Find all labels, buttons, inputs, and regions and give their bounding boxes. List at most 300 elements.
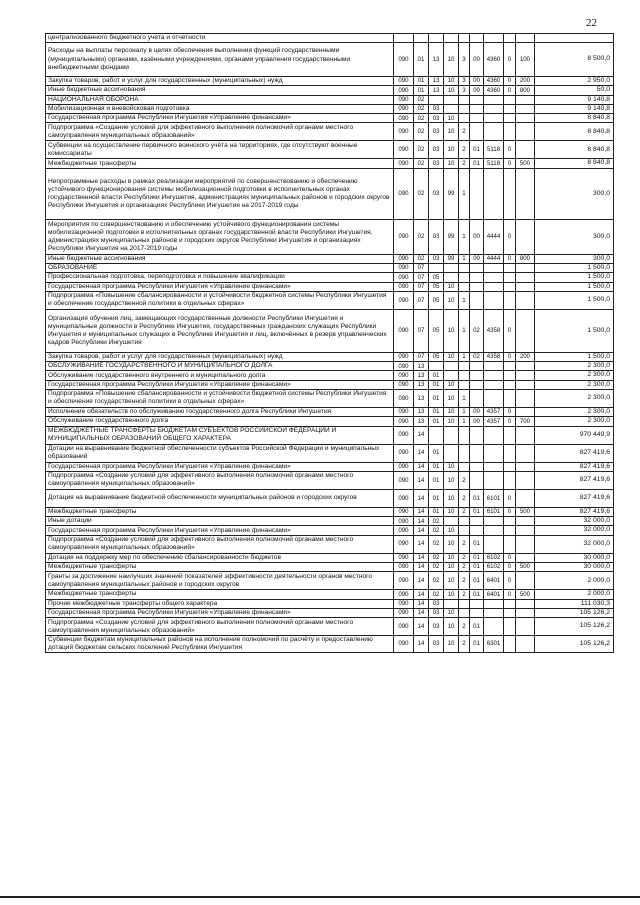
row-code: 090 bbox=[394, 462, 414, 471]
row-code: 13 bbox=[429, 86, 444, 95]
row-code: 6102 bbox=[484, 553, 504, 562]
row-code: 03 bbox=[429, 123, 444, 141]
row-code: 10 bbox=[444, 43, 459, 77]
row-code: 13 bbox=[414, 371, 429, 380]
row-amount: 105 126,2 bbox=[535, 618, 614, 636]
row-name: Непрограммные расходы в рамках реализации мероприятий по совершенствованию и обеспечению устойчивого функционирования системы мобилизационной подготовки в исполнительных органах государственной власти Республики Ингушетия, администрациях муниципальных районов и городских округов Республики Ингушетия и организациях Республики Ингушетия на 2017-2019 годы bbox=[46, 168, 394, 219]
row-code: 10 bbox=[444, 141, 459, 159]
row-amount: 9 140,8 bbox=[535, 95, 614, 104]
table-row bbox=[46, 264, 614, 273]
row-code: 14 bbox=[414, 517, 429, 526]
row-code: 090 bbox=[394, 95, 414, 104]
row-code bbox=[470, 471, 484, 489]
row-code bbox=[459, 608, 470, 617]
row-code bbox=[504, 273, 516, 282]
row-code bbox=[504, 636, 516, 653]
table-row bbox=[46, 572, 614, 590]
row-code bbox=[459, 362, 470, 371]
row-code bbox=[516, 291, 535, 309]
table-row bbox=[46, 123, 614, 141]
row-code: 090 bbox=[394, 43, 414, 77]
table-row bbox=[46, 380, 614, 389]
row-code: 10 bbox=[444, 417, 459, 426]
row-code: 02 bbox=[429, 590, 444, 599]
row-code: 2 bbox=[459, 535, 470, 553]
row-code: 10 bbox=[444, 159, 459, 168]
row-code: 090 bbox=[394, 389, 414, 407]
table-row bbox=[46, 389, 614, 407]
row-code: 99 bbox=[444, 219, 459, 254]
row-amount: 2 300,0 bbox=[535, 362, 614, 371]
row-code: 0 bbox=[504, 159, 516, 168]
row-name: Закупка товаров, работ и услуг для государственных (муниципальных) нужд bbox=[46, 77, 394, 86]
row-code bbox=[444, 95, 459, 104]
row-code: 090 bbox=[394, 507, 414, 516]
row-code bbox=[470, 380, 484, 389]
row-code bbox=[484, 282, 504, 291]
table-row bbox=[46, 219, 614, 254]
row-code bbox=[444, 371, 459, 380]
row-code: 090 bbox=[394, 535, 414, 553]
table-row bbox=[46, 168, 614, 219]
row-code: 05 bbox=[429, 291, 444, 309]
row-amount: 32 000,0 bbox=[535, 526, 614, 535]
row-code: 10 bbox=[444, 590, 459, 599]
row-code: 00 bbox=[470, 254, 484, 263]
row-code: 10 bbox=[444, 352, 459, 361]
row-code: 02 bbox=[414, 254, 429, 263]
row-code: 03 bbox=[429, 141, 444, 159]
table-row bbox=[46, 590, 614, 599]
row-code: 100 bbox=[516, 43, 535, 77]
row-code bbox=[444, 444, 459, 462]
row-code: 00 bbox=[470, 86, 484, 95]
row-code: 6401 bbox=[484, 590, 504, 599]
row-code: 01 bbox=[429, 462, 444, 471]
row-code bbox=[470, 123, 484, 141]
row-amount: 2 300,0 bbox=[535, 417, 614, 426]
row-amount bbox=[535, 34, 614, 43]
row-name: Государственная программа Республики Ингушетия «Управление финансами» bbox=[46, 380, 394, 389]
row-code bbox=[470, 104, 484, 113]
row-code: 4358 bbox=[484, 309, 504, 352]
row-code: 03 bbox=[429, 608, 444, 617]
row-code: 0 bbox=[504, 553, 516, 562]
row-code bbox=[516, 608, 535, 617]
row-amount: 105 126,2 bbox=[535, 608, 614, 617]
row-code: 0 bbox=[504, 352, 516, 361]
row-code: 02 bbox=[414, 104, 429, 113]
row-amount: 2 300,0 bbox=[535, 407, 614, 416]
row-code bbox=[429, 362, 444, 371]
row-name: Иные бюджетные ассигнования bbox=[46, 86, 394, 95]
row-amount: 8 840,8 bbox=[535, 141, 614, 159]
row-amount: 30 000,0 bbox=[535, 562, 614, 571]
row-name: Субвенции бюджетам муниципальных районов на исполнение полномочий по расчёту и предоставлению дотаций бюджетам сельских поселений Республики Ингушетия bbox=[46, 636, 394, 653]
row-code: 090 bbox=[394, 362, 414, 371]
row-name: Государственная программа Республики Ингушетия «Управление финансами» bbox=[46, 608, 394, 617]
row-code: 14 bbox=[414, 444, 429, 462]
table-row bbox=[46, 535, 614, 553]
row-code bbox=[470, 95, 484, 104]
row-code: 01 bbox=[470, 618, 484, 636]
row-name: Подпрограмма «Повышение сбалансированности и устойчивости бюджетной системы Республики Ингушетия и обеспечение государственной политики в отдельных сферах» bbox=[46, 389, 394, 407]
row-code: 1 bbox=[459, 389, 470, 407]
row-code: 10 bbox=[444, 462, 459, 471]
row-code: 1 bbox=[459, 407, 470, 416]
row-code bbox=[459, 95, 470, 104]
row-amount: 827 419,6 bbox=[535, 489, 614, 507]
row-code: 6101 bbox=[484, 489, 504, 507]
row-code: 01 bbox=[429, 507, 444, 516]
row-name: Межбюджетные трансферты bbox=[46, 507, 394, 516]
row-name: Государственная программа Республики Ингушетия «Управление финансами» bbox=[46, 462, 394, 471]
table-row bbox=[46, 526, 614, 535]
row-name: Государственная программа Республики Ингушетия «Управление финансами» bbox=[46, 114, 394, 123]
row-name: Иные бюджетные ассигнования bbox=[46, 254, 394, 263]
row-code bbox=[504, 95, 516, 104]
table-row bbox=[46, 517, 614, 526]
row-code: 2 bbox=[459, 572, 470, 590]
row-code: 090 bbox=[394, 608, 414, 617]
row-code bbox=[516, 123, 535, 141]
row-code: 00 bbox=[470, 417, 484, 426]
row-code: 6102 bbox=[484, 562, 504, 571]
row-code: 10 bbox=[444, 114, 459, 123]
row-code: 700 bbox=[516, 417, 535, 426]
row-name: Прочие межбюджетные трансферты общего характера bbox=[46, 599, 394, 608]
row-code: 4357 bbox=[484, 407, 504, 416]
table-row bbox=[46, 254, 614, 263]
row-code bbox=[459, 444, 470, 462]
row-code: 01 bbox=[429, 471, 444, 489]
row-code: 10 bbox=[444, 535, 459, 553]
row-code bbox=[516, 489, 535, 507]
row-code: 14 bbox=[414, 471, 429, 489]
row-code: 14 bbox=[414, 562, 429, 571]
row-code: 13 bbox=[414, 389, 429, 407]
row-code: 10 bbox=[444, 608, 459, 617]
row-code: 090 bbox=[394, 444, 414, 462]
row-code bbox=[516, 309, 535, 352]
row-code bbox=[516, 444, 535, 462]
row-amount: 300,0 bbox=[535, 254, 614, 263]
row-code: 05 bbox=[429, 282, 444, 291]
row-code: 0 bbox=[504, 141, 516, 159]
row-code: 090 bbox=[394, 371, 414, 380]
row-code bbox=[484, 535, 504, 553]
row-name: Организация обучения лиц, замещающих государственные должности Республики Ингушетия и муниципальные должности в Республике Ингушетия, государственных гражданских служащих Республики Ингушетия и муниципальных служащих в Республике Ингушетия и лиц, включённых в резерв управленческих кадров Республики Ингушетия bbox=[46, 309, 394, 352]
row-amount: 827 419,6 bbox=[535, 507, 614, 516]
row-code: 02 bbox=[414, 123, 429, 141]
row-code bbox=[516, 114, 535, 123]
row-code: 02 bbox=[414, 95, 429, 104]
row-code bbox=[504, 123, 516, 141]
row-code: 14 bbox=[414, 553, 429, 562]
row-code bbox=[484, 273, 504, 282]
row-amount: 9 140,8 bbox=[535, 104, 614, 113]
row-code: 2 bbox=[459, 590, 470, 599]
row-code: 10 bbox=[444, 380, 459, 389]
row-code: 01 bbox=[470, 507, 484, 516]
row-code: 10 bbox=[444, 77, 459, 86]
row-code: 090 bbox=[394, 123, 414, 141]
row-code bbox=[470, 599, 484, 608]
row-name: Подпрограмма «Повышение сбалансированности и устойчивости бюджетной системы Республики Ингушетия и обеспечение государственной политики в отдельных сферах» bbox=[46, 291, 394, 309]
row-name: Закупка товаров, работ и услуг для государственных (муниципальных) нужд bbox=[46, 352, 394, 361]
row-code: 99 bbox=[444, 254, 459, 263]
row-code: 800 bbox=[516, 254, 535, 263]
row-code: 02 bbox=[429, 517, 444, 526]
row-code: 02 bbox=[414, 168, 429, 219]
row-code bbox=[516, 407, 535, 416]
row-code: 10 bbox=[444, 562, 459, 571]
row-code bbox=[484, 264, 504, 273]
budget-table bbox=[45, 33, 614, 653]
row-name: Подпрограмма «Создание условий для эффективного выполнения полномочий органами местного самоуправления муниципальных образований» bbox=[46, 471, 394, 489]
row-code: 2 bbox=[459, 636, 470, 653]
row-code: 4357 bbox=[484, 417, 504, 426]
row-name: Расходы на выплаты персоналу в целях обеспечения выполнения функций государственными (муниципальными) органами, казёнными учреждениями, органами управления государственными внебюджетными фондами bbox=[46, 43, 394, 77]
table-row bbox=[46, 282, 614, 291]
row-code: 01 bbox=[470, 489, 484, 507]
row-code: 01 bbox=[470, 159, 484, 168]
row-code: 090 bbox=[394, 590, 414, 599]
row-code bbox=[470, 168, 484, 219]
page-number: 22 bbox=[586, 17, 597, 29]
row-code: 0 bbox=[504, 309, 516, 352]
row-code bbox=[459, 34, 470, 43]
row-code bbox=[516, 362, 535, 371]
table-row bbox=[46, 636, 614, 653]
row-code: 14 bbox=[414, 462, 429, 471]
row-code bbox=[484, 371, 504, 380]
table-row bbox=[46, 114, 614, 123]
row-code bbox=[504, 168, 516, 219]
row-name: Обслуживание государственного внутреннего и муниципального долга bbox=[46, 371, 394, 380]
row-code: 14 bbox=[414, 507, 429, 516]
row-code: 090 bbox=[394, 489, 414, 507]
row-code: 1 bbox=[459, 352, 470, 361]
row-code: 4360 bbox=[484, 77, 504, 86]
row-code bbox=[516, 462, 535, 471]
row-code bbox=[516, 389, 535, 407]
row-code bbox=[429, 264, 444, 273]
row-code: 02 bbox=[414, 114, 429, 123]
row-code: 10 bbox=[444, 389, 459, 407]
row-code bbox=[444, 599, 459, 608]
row-name: Межбюджетные трансферты bbox=[46, 159, 394, 168]
row-code bbox=[516, 618, 535, 636]
row-code bbox=[504, 371, 516, 380]
row-code bbox=[504, 535, 516, 553]
row-code bbox=[516, 526, 535, 535]
table-row bbox=[46, 141, 614, 159]
row-code: 0 bbox=[504, 407, 516, 416]
row-code: 03 bbox=[429, 254, 444, 263]
row-name: ОБРАЗОВАНИЕ bbox=[46, 264, 394, 273]
row-amount: 827 419,6 bbox=[535, 462, 614, 471]
row-name: Межбюджетные трансферты bbox=[46, 562, 394, 571]
row-code bbox=[504, 282, 516, 291]
row-code: 4444 bbox=[484, 254, 504, 263]
row-code: 10 bbox=[444, 407, 459, 416]
row-name: Подпрограмма «Создание условий для эффективного выполнения полномочий органами местного самоуправления муниципальных образований» bbox=[46, 535, 394, 553]
row-code bbox=[484, 599, 504, 608]
row-code bbox=[484, 618, 504, 636]
row-code: 500 bbox=[516, 159, 535, 168]
row-code: 10 bbox=[444, 86, 459, 95]
row-amount: 1 500,0 bbox=[535, 282, 614, 291]
row-code bbox=[470, 426, 484, 444]
row-code: 01 bbox=[429, 444, 444, 462]
row-code: 090 bbox=[394, 104, 414, 113]
row-code bbox=[516, 553, 535, 562]
row-code: 07 bbox=[414, 352, 429, 361]
row-code: 03 bbox=[429, 599, 444, 608]
row-code: 090 bbox=[394, 562, 414, 571]
row-code: 090 bbox=[394, 407, 414, 416]
row-amount: 1 500,0 bbox=[535, 352, 614, 361]
row-code: 01 bbox=[429, 389, 444, 407]
row-code bbox=[470, 362, 484, 371]
row-code: 02 bbox=[414, 219, 429, 254]
row-code: 13 bbox=[414, 407, 429, 416]
row-code: 0 bbox=[504, 562, 516, 571]
row-code: 07 bbox=[414, 282, 429, 291]
row-code bbox=[504, 471, 516, 489]
table-row bbox=[46, 34, 614, 43]
row-name: МЕЖБЮДЖЕТНЫЕ ТРАНСФЕРТЫ БЮДЖЕТАМ СУБЪЕКТОВ РОССИЙСКОЙ ФЕДЕРАЦИИ И МУНИЦИПАЛЬНЫХ ОБРАЗОВАНИЙ ОБЩЕГО ХАРАКТЕРА bbox=[46, 426, 394, 444]
row-name: Государственная программа Республики Ингушетия «Управление финансами» bbox=[46, 526, 394, 535]
row-code: 14 bbox=[414, 608, 429, 617]
row-code: 1 bbox=[459, 254, 470, 263]
row-code: 4444 bbox=[484, 219, 504, 254]
table-row bbox=[46, 104, 614, 113]
row-code: 4360 bbox=[484, 43, 504, 77]
table-row bbox=[46, 159, 614, 168]
row-code: 3 bbox=[459, 43, 470, 77]
row-code: 01 bbox=[470, 553, 484, 562]
row-code: 0 bbox=[504, 489, 516, 507]
row-code: 090 bbox=[394, 636, 414, 653]
row-code: 090 bbox=[394, 426, 414, 444]
row-code bbox=[484, 517, 504, 526]
row-code bbox=[394, 34, 414, 43]
table-row bbox=[46, 291, 614, 309]
row-code: 4358 bbox=[484, 352, 504, 361]
row-amount: 1 500,0 bbox=[535, 264, 614, 273]
row-code: 10 bbox=[444, 291, 459, 309]
row-code: 01 bbox=[470, 535, 484, 553]
row-code: 01 bbox=[414, 86, 429, 95]
row-name: Иные дотации bbox=[46, 517, 394, 526]
table-row bbox=[46, 352, 614, 361]
row-code: 2 bbox=[459, 507, 470, 516]
row-code bbox=[504, 462, 516, 471]
row-code bbox=[504, 389, 516, 407]
row-code bbox=[516, 95, 535, 104]
row-code bbox=[470, 462, 484, 471]
row-code: 2 bbox=[459, 562, 470, 571]
row-code: 02 bbox=[470, 309, 484, 352]
row-code bbox=[459, 114, 470, 123]
row-code bbox=[414, 34, 429, 43]
table-row bbox=[46, 95, 614, 104]
row-code: 500 bbox=[516, 507, 535, 516]
row-code: 03 bbox=[429, 104, 444, 113]
row-amount: 8 840,8 bbox=[535, 114, 614, 123]
row-code: 02 bbox=[429, 562, 444, 571]
row-code: 10 bbox=[444, 553, 459, 562]
row-code bbox=[470, 526, 484, 535]
row-code: 090 bbox=[394, 219, 414, 254]
row-name: Мобилизационная и вневойсковая подготовка bbox=[46, 104, 394, 113]
row-name: централизованного бюджетного учета и отчетности bbox=[46, 34, 394, 43]
row-code: 13 bbox=[429, 77, 444, 86]
row-code: 090 bbox=[394, 417, 414, 426]
row-code: 6301 bbox=[484, 636, 504, 653]
row-code bbox=[504, 526, 516, 535]
row-code bbox=[504, 362, 516, 371]
row-code: 090 bbox=[394, 291, 414, 309]
row-code: 1 bbox=[459, 219, 470, 254]
row-code: 2 bbox=[459, 471, 470, 489]
row-code: 13 bbox=[414, 362, 429, 371]
row-code: 2 bbox=[459, 123, 470, 141]
row-code bbox=[484, 362, 504, 371]
table-row bbox=[46, 407, 614, 416]
row-code bbox=[484, 114, 504, 123]
row-code bbox=[484, 168, 504, 219]
row-code bbox=[516, 273, 535, 282]
row-code: 01 bbox=[470, 562, 484, 571]
row-code: 0 bbox=[504, 572, 516, 590]
row-name: Гранты за достижение наилучших значений показателей эффективности деятельности органов местного самоуправления муниципальных районов и городских округов bbox=[46, 572, 394, 590]
row-code bbox=[484, 462, 504, 471]
row-name: Субвенции на осуществление первичного воинского учёта на территориях, где отсутствуют военные комиссариаты bbox=[46, 141, 394, 159]
row-code: 10 bbox=[444, 282, 459, 291]
row-code bbox=[459, 104, 470, 113]
row-code bbox=[484, 444, 504, 462]
row-amount: 32 000,0 bbox=[535, 535, 614, 553]
row-name: Дотации на выравнивание бюджетной обеспеченности субъектов Российской Федерации и муниципальных образований bbox=[46, 444, 394, 462]
row-code: 0 bbox=[504, 254, 516, 263]
row-code: 10 bbox=[444, 507, 459, 516]
row-code: 00 bbox=[470, 43, 484, 77]
row-code: 02 bbox=[429, 535, 444, 553]
row-code: 01 bbox=[429, 371, 444, 380]
table-row bbox=[46, 608, 614, 617]
row-code bbox=[516, 219, 535, 254]
row-code bbox=[429, 426, 444, 444]
row-code bbox=[484, 291, 504, 309]
row-code bbox=[516, 371, 535, 380]
row-code bbox=[516, 168, 535, 219]
row-code bbox=[516, 636, 535, 653]
row-code: 090 bbox=[394, 141, 414, 159]
row-code bbox=[484, 526, 504, 535]
row-code: 03 bbox=[429, 168, 444, 219]
row-code bbox=[470, 114, 484, 123]
row-amount: 1 500,0 bbox=[535, 273, 614, 282]
table-row bbox=[46, 471, 614, 489]
row-code: 03 bbox=[429, 219, 444, 254]
row-code: 13 bbox=[414, 417, 429, 426]
row-code bbox=[504, 618, 516, 636]
row-code: 01 bbox=[414, 43, 429, 77]
row-amount: 827 419,6 bbox=[535, 471, 614, 489]
